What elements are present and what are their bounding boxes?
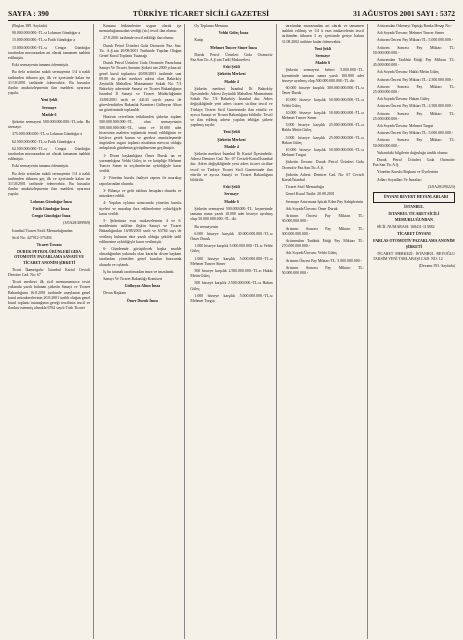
paragraph: 4- Yapılan oylama sonucunda yönetim kurulu üyeleri ve murakıp ibra edilmelerine oybirliğiyle karar verildi. (99, 201, 182, 216)
paragraph: Arttırımdan Taahhüt Ettiği Pay Miktarı TL: 45.000.000.000.- (372, 58, 455, 68)
paragraph: Lokman Gündoğar İmza (30, 199, 72, 204)
page-header (8, 6, 455, 21)
paragraph: Oy Toplama Memuru (194, 24, 228, 28)
paragraph: TİCARET ÜNVANI (397, 232, 431, 237)
paragraph: Bu defa arttırılan nakdi sermayenin 1/4 ü nakli tarihinden itibaren geç ilk ve içerisinde kalan ise 31/10/2001 tarihinde ödenecektir. Bu hususlar ilanlar anaksözleşmenin ilan maddesi uyarınca yapılır. (8, 70, 91, 96)
paragraph: Adları Soyadları Ve İmzaları (376, 177, 422, 182)
paragraph: İş bu tutanak tarafımızdan imza ve imzalandı. (103, 269, 175, 274)
paragraph: 1.000 hisseye karşılık 5.000.000.000.-TL.sı Mehmet Tuncer Simer (190, 256, 273, 266)
paragraph: Arttırım Sonrası Pay Miktarı TL: 50.000.000.000.- (372, 138, 455, 148)
paragraph: Genel Kurul Tarihi: 20.08.2001 (285, 192, 335, 197)
paragraph: Divan Başkanı (103, 291, 127, 296)
paragraph: DURUK PETROL ÜRÜNLERİ GIDA OTOMOTİV PAZARLAMA SANAYİ VE TİCARET ANONİM ŞİRKETİ (14, 250, 84, 265)
column-5 (373, 24, 455, 639)
paragraph: Duruk Petrol Ürünleri Gıda Otomotiv Paz.San.Tic.A.Ş. (372, 158, 455, 168)
paragraph: Yeni Şekli (223, 130, 240, 135)
page-number: SAYFA : 390 (8, 9, 49, 18)
paragraph: (Devamı 391. Sayfada) (418, 264, 455, 269)
paragraph: 62.500.000.000.-TL.sı Fatih Gündoğar a (12, 139, 76, 144)
column-3 (190, 24, 276, 639)
paragraph: Madde 4 (224, 144, 239, 149)
paragraph: 10.000 hisseye karşılık 50.000.000.000.-TL.sı Mehmet Tuncer Simer (281, 110, 364, 121)
paragraph: Sicil No: 427912-375494 (12, 235, 52, 240)
paragraph: Şirketin Ünvanı: Duruk Petrol Ürünleri Gıda Otomotiv Paz.San.Tic.A.Ş. (281, 160, 364, 170)
paragraph: Eski Şekli (223, 65, 240, 70)
paragraph: Cengiz Gündoğar İmza (31, 214, 71, 219)
paragraph: FARLAS OTOMOTİV PAZARLAMA ANONİM ŞİRKETİ (373, 239, 455, 249)
issue-date: 31 AĞUSTOS 2001 SAYI : 5372 (353, 9, 455, 18)
paragraph: Gülbeyaz Altun İmza (124, 284, 161, 289)
paragraph: (3/0A28/289969) (63, 221, 91, 226)
paragraph: Ticari İkametgahı: İstanbul Kartal Cevizli Demirer Cad. No: 67 (8, 267, 91, 277)
paragraph: 10.000 hisseye karşılık 50.000.000.000.-TL.sı Vehbi Güleç (281, 98, 364, 108)
paragraph: 27.8.2001 tarihinde tescil edildiği ilan olunur. (103, 36, 175, 41)
paragraph: (3/0A28/290223) (427, 184, 455, 189)
paragraph: Arttırım Sonrası Pay Miktarı TL: 300.000.000.000.- (281, 226, 364, 236)
paragraph: Sermaye (224, 192, 239, 197)
paragraph: İstanbul Ticaret Sicili Memurluğundan (12, 228, 73, 233)
paragraph: Ticaret Sicil Memurluğu (285, 185, 324, 190)
paragraph: 90.000.000.000.-TL.si Lokman Gündoğar a (12, 31, 81, 36)
gazette-title: TÜRKİYE TİCARET SİCİLİ GAZETESİ (132, 9, 270, 18)
paragraph: Bu sermayenin (194, 224, 218, 229)
paragraph: Yönetim Kurulu Başkanı ve Üyelerinin (376, 170, 439, 175)
paragraph: 5- Şirketimiz esas mukavelesinin 4 ve 6. maddesinin tadiline ilişkin Sanayi ve Ticaret Bakanlığından 16/08/2001 tarih ve 63784 sayı ile verilmiş bulunan ekte yazılı olduğu şekilde tadil edilmesine oybirliğiyle karar verilmiştir. (99, 218, 182, 244)
paragraph: Şirketin merkezi İstanbul İli Bakırköy İlçesindedir. Adresi Zeytinlik Mahallesi Mutmainnie Sokak No: 7/4 Bakırköy İstanbul dur. Adres değişikliğinde yeni adres ticaret siciline tescil ve Türkiye Ticaret Sicil Gazetesinde ilan ettirilir ve ayrıca Sanayi ve Ticaret Bakanlığına bildirilir. Tescil ve ilan edilmiş adrese yapılan tebliğat şirkete yapılmış sayılır. (190, 86, 273, 128)
paragraph: Şirketin Merkezi (217, 72, 246, 77)
paragraph: Arttırımdan Ödemeyi Yaptığı Banka Hesap No:- (376, 24, 453, 28)
paragraph: Arttırım Öncesi Pay Miktarı TL: 30.000.000.000.- (281, 214, 364, 224)
paragraph: 5.000 hisseye karşılık 25.000.000.000.-TL.sı Hakan Güleç (281, 135, 364, 145)
paragraph: Şirketin Adresi: Demirer Cad. No: 67 Cevizli Kartal/İstanbul (281, 172, 364, 183)
paragraph: 10.000 hisseye karşılık 50.000.000.000.-TL.sı Mehmet Turgut (281, 148, 364, 158)
paragraph: ÜNVANI REVERT HEYANLARLARI (373, 192, 455, 203)
paragraph: Adı Soyadı/Ünvanı: Mehmet Turgut (376, 124, 434, 129)
paragraph: Vehbi Güleç İmza (218, 31, 249, 36)
paragraph: Madde 4 (224, 79, 239, 84)
paragraph: Fatih Gündoğar İmza (32, 206, 70, 211)
paragraph: Ticaret Ünvanı (36, 242, 62, 247)
paragraph: 3- Bilanço ve gelir tablosu hesapları okundu ve müzakere edildi. (99, 188, 182, 199)
paragraph: Adı Soyadı/Ünvanı: Hakkı Metin Güleç (376, 70, 440, 75)
paragraph: Şirketin sermayesi 500.000.000.000.-TL.ndır. Bu sermaye. (8, 120, 91, 130)
paragraph: 1- Divan başkanlığına Ömer Duruk un ve yazmanlığına Vehbi Güleç in ve katipliğe Mehmet Tuncer Simer in seçilmelerine oybirliğiyle karar verildi. (99, 153, 182, 174)
paragraph: 15.000.000.000.-TL.sı Cengiz Gündoğar tarafından muvazaadan ari olarak tamamen taahhüt edilmiştir. (8, 45, 91, 61)
paragraph: Sanayi Ve Ticaret Bakanlığı Komiseri (103, 276, 163, 281)
paragraph: Arttırım Öncesi Pay Miktarı TL: 5.000.000.000.- (376, 131, 454, 136)
paragraph: Arttırım Öncesi Pay Miktarı TL: 5.000.000.000.- (285, 258, 362, 263)
paragraph: Şirketin sermayesi beheri 5.000.000.-TL. kıymetinde tamamı nama yazılı 100.000 adet hisseye ayrılmış olup 500.000.000.000.-TL.dir. (281, 68, 364, 83)
paragraph: Ömer Duruk İmza (126, 298, 158, 303)
paragraph: 6.000 hisseye karşılık 30.000.000.000.-TL.sı Ömer Duruk (190, 231, 273, 241)
paragraph: Katip (194, 38, 204, 43)
paragraph: Adı Soyadı/Ünvanı: Vehbi Güleç (285, 251, 338, 256)
paragraph: Sermaye (315, 54, 330, 59)
paragraph: 6- Gündemde görüşülecek başka madde olmadığından yukarıda olan kararlar divan başkanı tarafından yönetilen genel kurulun hazırunda okundu ve oylandı. (99, 246, 182, 267)
paragraph: Madde 6 (224, 199, 239, 204)
paragraph: tarafından muvazaadan ari olarak ve tamamen taahhüt edilmiş ve 1/4 ü esas mukavelenin tescil tarihinden itibaren 3 ay içerisinde geriye kalanı 31.08.2002 tarihine kadar ödenecektir. (281, 24, 364, 44)
paragraph: 62.500.000.000.-TL.sı Cengiz Gündoğar tarafından muvazaadan ari olarak tamamen taahhüt edilmiştir. (8, 146, 91, 162)
paragraph: Madde 6 (315, 61, 330, 66)
paragraph: Adı Soyadı/Ünvanı: Mehmet Tuncer Simer (376, 31, 445, 36)
paragraph: 375.000.000.000.-TL.sı Lokman Gündoğar a (12, 132, 83, 137)
paragraph: Arttırımdan Taahhüt Ettiği Pay Miktarı TL: 270.000.000.000.- (281, 238, 364, 249)
paragraph: İSTANBUL TİCARET SİCİLİ MEMURLUĞUNDAN (388, 212, 440, 222)
paragraph: 500 hisseye karşılık 2.500.000.000.-TL.sı Hakkı Metin Güleç (190, 268, 273, 279)
paragraph: Eski Şekli (223, 185, 240, 190)
paragraph: Arttırım Öncesi Pay Miktarı TL: 2.500.000.000.- (376, 77, 454, 82)
paragraph: 500 hisseye karşılık 2.500.000.000.-TL.sı Hakan Güleç (190, 281, 273, 291)
paragraph: TİCARET MERKEZİ: İSTANBUL BEYOĞLU TAKSİM YENİ TARLABAŞI CAD. NO: 12 (372, 251, 455, 261)
column-4 (282, 24, 368, 639)
paragraph: Sermaye Artırımına İştirak Eden Pay Sahiplerinin (285, 199, 364, 204)
paragraph: İSTANBUL (404, 205, 424, 210)
paragraph: Kanunu hükümlerine uygun olarak işe memurluğumuzdan verdiği (sic) tescil ilan olunur. (99, 24, 182, 34)
paragraph: 1.000 hisseye karşılık 5.000.000.000.-TL.sı Vehbi Güleç (190, 244, 273, 254)
paragraph: Hazirun cetvelinin tetkikinden şirketin toplam 500.000.000.000.-TL. olan sermayesinin 500.000.000.000.-TL. sinin ve 10.000 adet hissesinin asaleten toplantıda temsil edildiğinin ve böylece gerek kanun ve gerekse anasözleşmede öngörülen asgari toplantı nisabının mevcut olduğu anlaşılarak gündemin görüşülmesine geçilmiştir. (99, 115, 182, 151)
paragraph: Arttırım Öncesi Pay Miktarı TL: 5.000.000.000.- (376, 38, 454, 43)
column-1 (8, 24, 94, 639)
paragraph: Arttırım Sonrası Pay Miktarı TL: 25.000.000.000.- (372, 84, 455, 95)
paragraph: Madde 6 (41, 112, 57, 117)
paragraph: Eski sermayenin tamamı ödenmiştir. (12, 63, 69, 68)
paragraph: Duruk Petrol Ürünleri Gıda Otomotiv Paz. San. Tic. A.Ş.nin 20/08/2001 Tarihinde Yapılan Olağan Genel Kurul Toplantı Tutanağı (99, 43, 182, 59)
paragraph: Arttırım Öncesi Pay Miktarı TL: 2.500.000.000.- (376, 104, 454, 109)
paragraph: Duruk Petrol Ürünleri Gıda Otomotiv Pazarlama Sanayi Ve Ticaret Anonim Şirketi nin 2000 yılına ait genel kurul toplantısı 20/08/2001 tarihinde saat 09.00 da şirket merkezi adresi olan Bakırköy Zeytinlik Mahallesi Mutmainnie Sokak No: 7/4 Bakırköy adresinde Sanayi ve Ticaret Bakanlığının İstanbul İl Sanayi ve Ticaret Müdürlüğünün 13/08/2001 tarih ve 44143 sayılı yazısı ile görevlendirilen Bakanlık Komiseri Gülbeyaz Altun un gözetiminde toplanıldı. (99, 61, 182, 113)
paragraph: 1.000 hisseye karşılık 5.000.000.000.-TL.sı Mehmet Turgut (190, 293, 273, 303)
paragraph: 60.000 hisseye karşılık 300.000.000.000.-TL.sı Ömer Duruk (281, 86, 364, 96)
paragraph: Yeni Şekli (40, 98, 58, 103)
paragraph: Arttırım Sonrası Pay Miktarı TL: 50.000.000.000.- (281, 265, 364, 275)
paragraph: SİCİL NUMARASI: 168411-115882 (376, 224, 435, 229)
paragraph: 2- Yönetim kurulu faaliyet raporu ile murakıp raporlarından okundu. (99, 176, 182, 186)
paragraph: (Başları 389. Sayfada) (12, 24, 47, 28)
paragraph: Mehmet Tuncer Simer İmza (210, 45, 257, 50)
paragraph: Adı Soyadı/Ünvanı: Hakan Güleç (376, 97, 430, 102)
paragraph: Sermaye (41, 105, 57, 110)
paragraph: Duruk Petrol Ürünleri Gıda Otomotiv Paz.San.Tic.A.Ş.nin Tadil Mukavelesi (190, 52, 273, 63)
paragraph: Şirketin merkezi İstanbul İli Kartal İlçesindedir. Adresi Demirer Cad. No: 67 Cevizli-Kartal/İstanbul dur. Adres değişikliğinde yeni adres ticaret siciline tescil ve Türkiye Ticaret Sicil Gazetesinde ilan ettirilir ve ayrıca Sanayi ve Ticaret Bakanlığına bildirilir. (190, 152, 273, 183)
paragraph: Şirketin Merkezi (217, 137, 246, 142)
text-columns (8, 24, 455, 639)
paragraph: 15.000.000.000.-TL.sı Fatih Gündoğar a (12, 38, 76, 43)
paragraph: Arttırım Sonrası Pay Miktarı TL: 25.000.000.000.- (372, 111, 455, 121)
paragraph: Şirketin sermayesi 500.000.000.-TL. kıymetinde tamamı nama yazılı 10.000 adet hisseye ayrılmış olup 50.000.000.000.-TL. dir. (190, 206, 273, 222)
paragraph: Adı Soyadı/Ünvanı: Ömer Duruk (285, 206, 338, 211)
paragraph: Yeni Şekli (314, 46, 331, 51)
paragraph: Bu defa arttırılan nakdi sermayenin 1/4 ü nakli tarihinden itibaren geç ilk ve içerisinde kalan ise 31/10/2001 tarihinde ödenecektir. Bu hususlar ilanlar anaksözleşmenin ilan maddesi uyarınca yapılır. (8, 171, 91, 197)
paragraph: Ticari merkezi ilk sicil memurumuzca tesiri yukarıda yazılı bulunan şirketin Sanayi ve Ticaret Bakanlığının 16.8.2001 tarihinde onaylanan genel kurul müzakerelerinin 20.8.2001 tarihli olağan genel kurul toplantı tutanağının gereği tescilinin tescil ve ilanları istenmiş olmakla 6762 sayılı Türk Ticaret (8, 280, 91, 311)
paragraph: Yukarıdaki bilgilerin doğruluğu tasdik olunur. (376, 150, 449, 155)
paragraph: 5.000 hisseye karşılık 25.000.000.000.-TL.sı Hakkı Metin Güleç (281, 123, 364, 133)
column-2 (99, 24, 185, 639)
paragraph: Arttırım Sonrası Pay Miktarı TL: 50.000.000.000.- (372, 45, 455, 55)
paragraph: Eski sermayenin tamamı ödenmiştir. (12, 164, 69, 169)
